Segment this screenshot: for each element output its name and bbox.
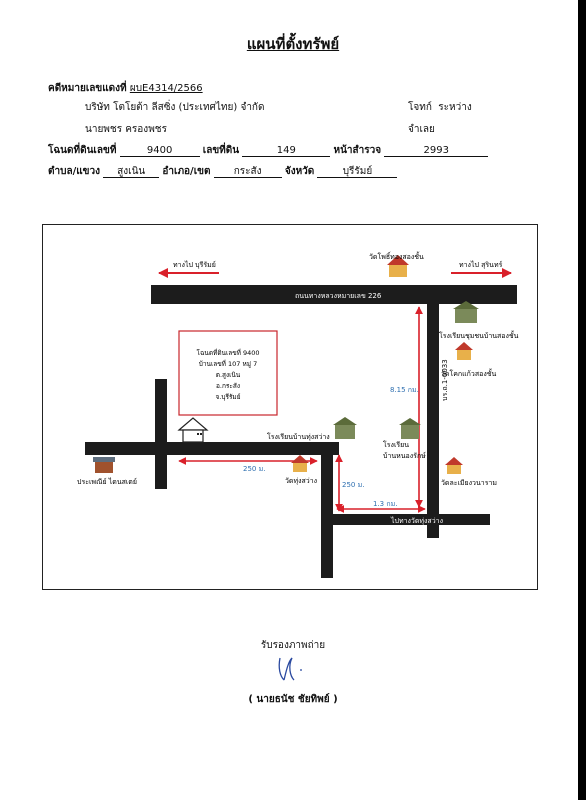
case-label: คดีหมายเลขแดงที่: [48, 83, 127, 94]
case-line: [48, 81, 203, 96]
road-bru-0033: [427, 304, 439, 538]
property-line: อ.กระสัง: [215, 382, 241, 390]
certify-text: รับรองภาพถ่าย: [260, 640, 326, 651]
temple-icon: [291, 455, 309, 472]
property-line: จ.บุรีรัมย์: [215, 393, 241, 401]
house-icon: [179, 418, 207, 442]
deed-label: โฉนดที่ดินเลขที่: [48, 145, 117, 156]
tambon-value: สูงเนิน: [103, 166, 159, 178]
amphoe-label: อำเภอ/เขต: [162, 166, 211, 177]
label-school-nongrak-1: โรงเรียน: [383, 441, 409, 449]
label-dist-13: 1.3 กม.: [373, 500, 398, 508]
page-edge-bar: [578, 0, 586, 800]
temple-icon: [455, 342, 473, 360]
land-label: เลขที่ดิน: [202, 145, 240, 156]
label-temple-chaloem: วัดละเมียงวนาราม: [441, 479, 498, 487]
location-map: [42, 224, 538, 590]
property-line: บ้านเลขที่ 107 หมู่ 7: [198, 360, 258, 368]
case-number: ผบE4314/2566: [129, 83, 203, 94]
label-highway: ถนนทางหลวงหมายเลข 226: [295, 292, 382, 300]
school-icon: [399, 418, 421, 439]
label-dist-250b: 250 ม.: [342, 481, 365, 489]
property-lines: [196, 348, 259, 401]
label-temple-phothong: วัดโพธิ์ทองสองชั้น: [369, 253, 424, 261]
village-road: [85, 442, 339, 455]
side-road: [155, 379, 167, 489]
label-dist-250a: 250 ม.: [243, 465, 266, 473]
plaintiff-role: โจทก์ ระหว่าง: [408, 102, 472, 113]
label-temple-phungsawang: วัดทุ่งสว่าง: [285, 477, 318, 485]
label-to-surin: ทางไป สุรินทร์: [459, 261, 503, 269]
label-dist-815: 8.15 กม.: [390, 386, 419, 394]
signer-name: ( นายธนัช ชัยทิพย์ ): [248, 694, 338, 705]
school-icon: [453, 301, 479, 323]
label-tradition-house: ประเพณีย์ ไดนสเตย์: [77, 478, 137, 486]
property-line: โฉนดที่ดินเลขที่ 9400: [196, 349, 260, 357]
label-to-temple: ไปทางวัดทุ่งสว่าง: [391, 517, 443, 525]
signature: [274, 654, 314, 684]
page-title: แผนที่ตั้งทรัพย์: [246, 35, 340, 53]
deed-line: [48, 143, 488, 158]
defendant-name: นายพชร ครองพชร: [85, 124, 167, 135]
location-line: [48, 164, 397, 179]
land-number: 149: [242, 145, 330, 157]
south-road: [321, 442, 333, 578]
province-value: บุรีรัมย์: [317, 166, 397, 178]
province-label: จังหวัด: [284, 166, 315, 177]
label-school-phungsawang: โรงเรียนบ้านทุ่งสว่าง: [267, 433, 330, 441]
defendant-role: จำเลย: [408, 124, 435, 135]
survey-number: 2993: [384, 145, 488, 157]
label-school-songchan: โรงเรียนชุมชนบ้านสองชั้น: [439, 332, 519, 340]
property-line: ต.สูงเนิน: [215, 371, 241, 379]
deed-number: 9400: [120, 145, 200, 157]
shop-icon: [93, 457, 115, 473]
label-to-buriram: ทางไป บุรีรัมย์: [173, 261, 216, 269]
amphoe-value: กระสัง: [214, 166, 282, 178]
temple-icon: [445, 457, 463, 474]
school-icon: [333, 417, 357, 439]
plaintiff-name: บริษัท โตโยต้า ลีสซิ่ง (ประเทศไทย) จำกัด: [85, 102, 265, 113]
tambon-label: ตำบล/แขวง: [48, 166, 101, 177]
survey-label: หน้าสำรวจ: [333, 145, 382, 156]
label-temple-khokkaew: วัดโคกแก้วสองชั้น: [441, 370, 497, 378]
label-road-bru: บร.ถ.1-0033: [441, 359, 449, 401]
label-school-nongrak-2: บ้านหนองรักษ์: [383, 452, 426, 460]
map-canvas: [43, 225, 537, 589]
